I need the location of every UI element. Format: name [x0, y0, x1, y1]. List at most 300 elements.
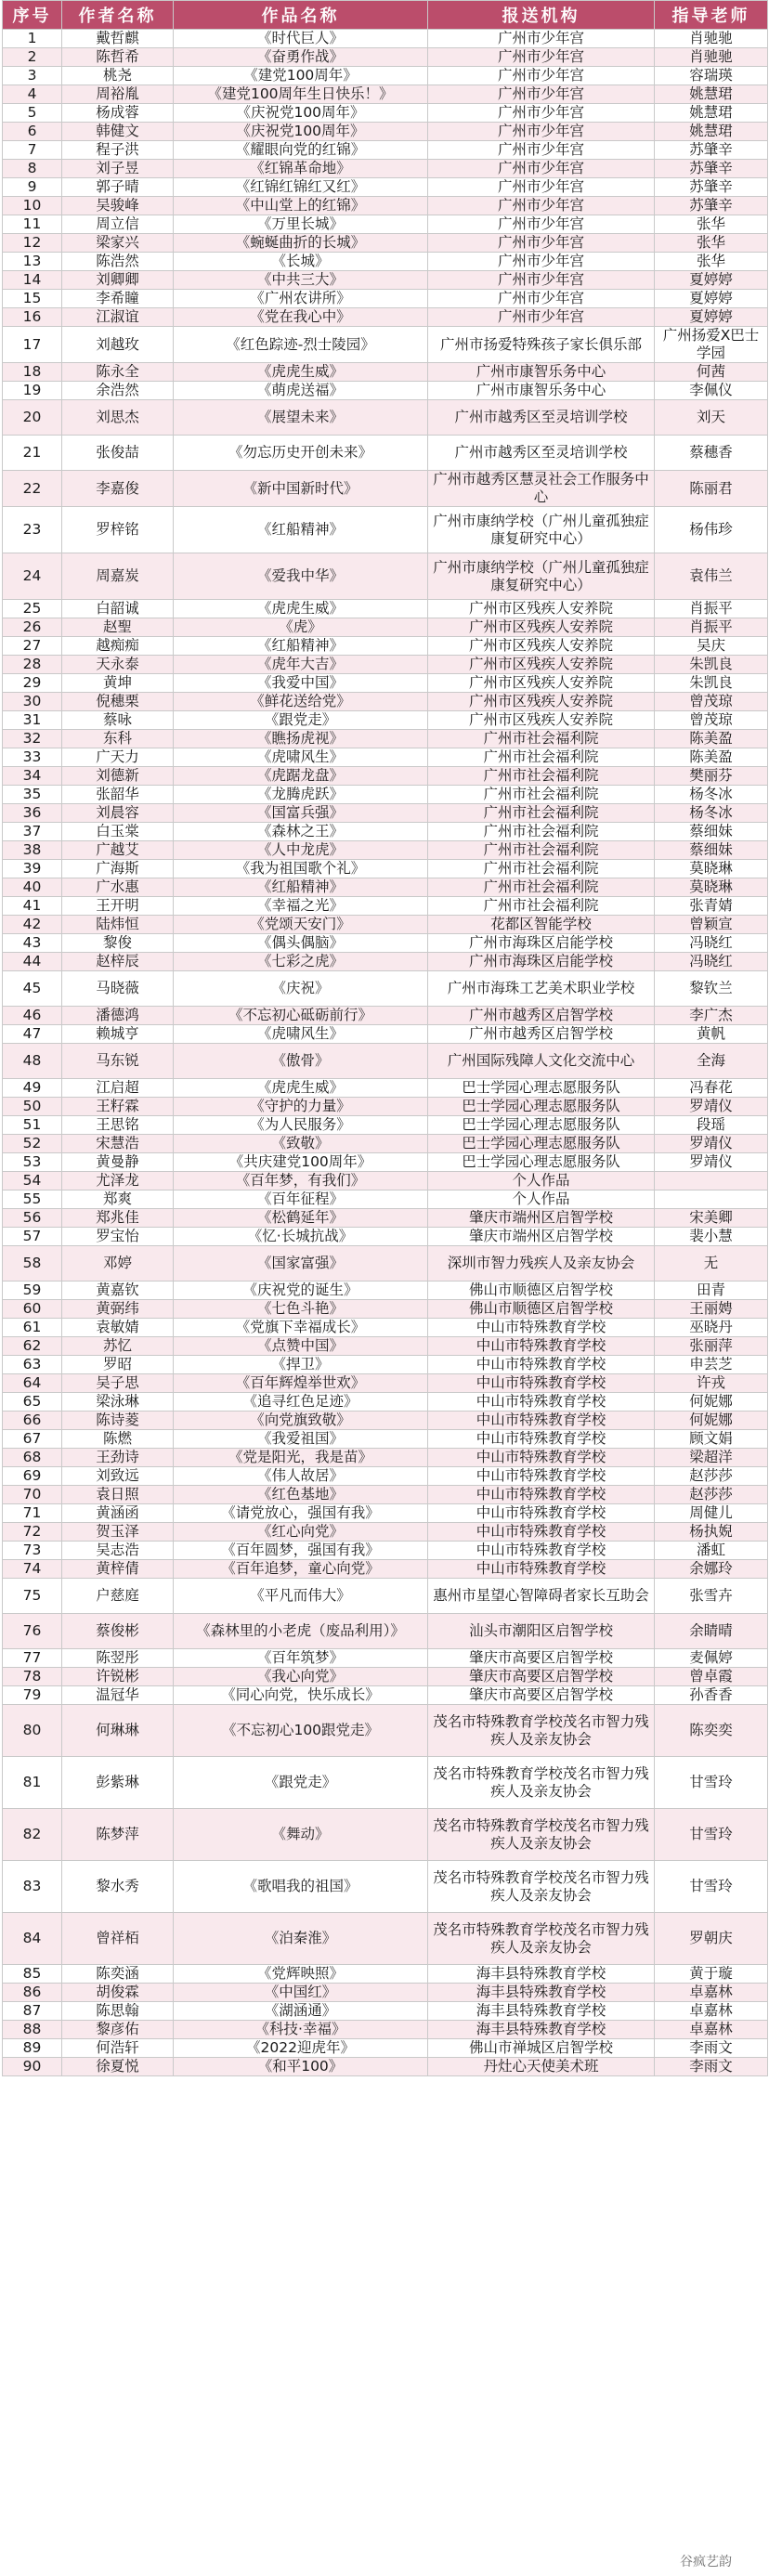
row-institution: 广州市少年宫: [428, 30, 655, 48]
row-author: 赵梓辰: [62, 953, 174, 971]
row-index: 73: [3, 1542, 62, 1560]
row-author: 周裕胤: [62, 85, 174, 104]
row-institution: 中山市特殊教育学校: [428, 1542, 655, 1560]
row-institution: 广州市社会福利院: [428, 786, 655, 804]
row-teacher: 顾文娟: [655, 1430, 768, 1449]
row-teacher: 张雪卉: [655, 1579, 768, 1614]
row-author: 黄梓倩: [62, 1560, 174, 1579]
row-author: 天永泰: [62, 656, 174, 674]
table-row: [3, 618, 768, 637]
table-row: [3, 916, 768, 934]
row-work: 《党辉映照》: [174, 1965, 428, 1984]
row-institution: 广州市扬爱特殊孩子家长俱乐部: [428, 327, 655, 363]
row-institution: 肇庆市端州区启智学校: [428, 1209, 655, 1228]
row-work: 《中国红》: [174, 1984, 428, 2002]
row-author: 郭子晴: [62, 178, 174, 197]
row-index: 37: [3, 823, 62, 841]
row-index: 12: [3, 234, 62, 253]
row-teacher: 何妮娜: [655, 1393, 768, 1412]
row-teacher: 段瑶: [655, 1116, 768, 1135]
row-author: 黄弼纬: [62, 1300, 174, 1319]
row-institution: 广州市越秀区至灵培训学校: [428, 400, 655, 436]
table-row: [3, 1542, 768, 1560]
row-institution: 佛山市顺德区启智学校: [428, 1300, 655, 1319]
row-work: 《红船精神》: [174, 637, 428, 656]
row-work: 《我心向党》: [174, 1668, 428, 1686]
row-teacher: 陈美盈: [655, 748, 768, 767]
row-work: 《中山堂上的红锦》: [174, 197, 428, 215]
table-row: [3, 1504, 768, 1523]
row-teacher: 申芸芝: [655, 1356, 768, 1374]
row-index: 1: [3, 30, 62, 48]
row-author: 黎水秀: [62, 1861, 174, 1913]
table-row: [3, 1135, 768, 1153]
table-row: [3, 382, 768, 400]
table-container: [2, 0, 767, 2076]
row-work: 《追寻红色足迹》: [174, 1393, 428, 1412]
row-institution: 广州市越秀区启智学校: [428, 1025, 655, 1044]
row-index: 57: [3, 1228, 62, 1246]
table-row: [3, 823, 768, 841]
table-row: [3, 1686, 768, 1705]
table-row: [3, 2058, 768, 2076]
row-author: 宋慧浩: [62, 1135, 174, 1153]
row-teacher: 许戎: [655, 1374, 768, 1393]
row-work: 《红心向党》: [174, 1523, 428, 1542]
row-institution: 广州市社会福利院: [428, 841, 655, 860]
row-author: 陈燃: [62, 1430, 174, 1449]
row-author: 周嘉炭: [62, 553, 174, 600]
table-row: [3, 656, 768, 674]
table-row: [3, 123, 768, 141]
table-row: [3, 1449, 768, 1467]
row-work: 《龙腾虎跃》: [174, 786, 428, 804]
row-work: 《和平100》: [174, 2058, 428, 2076]
table-row: [3, 1757, 768, 1809]
row-work: 《百年辉煌举世欢》: [174, 1374, 428, 1393]
row-work: 《七彩之虎》: [174, 953, 428, 971]
table-row: [3, 178, 768, 197]
row-author: 陈诗菱: [62, 1412, 174, 1430]
row-work: 《新中国新时代》: [174, 471, 428, 507]
row-author: 徐夏悦: [62, 2058, 174, 2076]
row-work: 《致敬》: [174, 1135, 428, 1153]
row-institution: 海丰县特殊教育学校: [428, 2002, 655, 2021]
table-row: [3, 253, 768, 271]
row-index: 89: [3, 2039, 62, 2058]
row-work: 《党颂天安门》: [174, 916, 428, 934]
header-institution: 报送机构: [428, 1, 655, 30]
row-author: 刘德新: [62, 767, 174, 786]
table-row: [3, 48, 768, 67]
row-author: 蔡俊彬: [62, 1614, 174, 1649]
row-teacher: 张华: [655, 215, 768, 234]
row-institution: 广州国际残障人文化交流中心: [428, 1044, 655, 1079]
row-work: 《虎虎生威》: [174, 600, 428, 618]
table-row: [3, 1116, 768, 1135]
row-index: 25: [3, 600, 62, 618]
row-work: 《红锦红锦红又红》: [174, 178, 428, 197]
table-row: [3, 1560, 768, 1579]
row-index: 23: [3, 507, 62, 553]
row-author: 何浩轩: [62, 2039, 174, 2058]
row-index: 74: [3, 1560, 62, 1579]
row-teacher: 裴小慧: [655, 1228, 768, 1246]
row-work: 《我爱祖国》: [174, 1430, 428, 1449]
row-teacher: 苏肇辛: [655, 141, 768, 160]
row-work: 《向党旗致敬》: [174, 1412, 428, 1430]
table-row: [3, 1393, 768, 1412]
table-row: [3, 271, 768, 290]
row-teacher: 罗靖仪: [655, 1153, 768, 1172]
table-row: [3, 1984, 768, 2002]
row-index: 71: [3, 1504, 62, 1523]
row-institution: 广州市区残疾人安养院: [428, 693, 655, 711]
row-author: 刘卿卿: [62, 271, 174, 290]
row-work: 《红船精神》: [174, 507, 428, 553]
row-index: 66: [3, 1412, 62, 1430]
row-author: 杨成蓉: [62, 104, 174, 123]
table-row: [3, 748, 768, 767]
row-teacher: 罗靖仪: [655, 1135, 768, 1153]
row-author: 郑兆佳: [62, 1209, 174, 1228]
row-author: 赵聖: [62, 618, 174, 637]
row-teacher: 何妮娜: [655, 1412, 768, 1430]
row-author: 吴子思: [62, 1374, 174, 1393]
row-index: 34: [3, 767, 62, 786]
row-institution: 丹灶心天使美术班: [428, 2058, 655, 2076]
row-author: 吴骏峰: [62, 197, 174, 215]
row-institution: 中山市特殊教育学校: [428, 1337, 655, 1356]
row-index: 84: [3, 1913, 62, 1965]
row-work: 《虎踞龙盘》: [174, 767, 428, 786]
row-index: 36: [3, 804, 62, 823]
row-work: 《捍卫》: [174, 1356, 428, 1374]
row-institution: 茂名市特殊教育学校茂名市智力残疾人及亲友协会: [428, 1809, 655, 1861]
row-index: 77: [3, 1649, 62, 1668]
row-index: 65: [3, 1393, 62, 1412]
row-work: 《萌虎送福》: [174, 382, 428, 400]
row-author: 黄曼静: [62, 1153, 174, 1172]
row-work: 《森林之王》: [174, 823, 428, 841]
row-institution: 中山市特殊教育学校: [428, 1412, 655, 1430]
row-index: 86: [3, 1984, 62, 2002]
row-teacher: 赵莎莎: [655, 1486, 768, 1504]
row-author: 郑爽: [62, 1190, 174, 1209]
row-author: 王籽霖: [62, 1098, 174, 1116]
table-row: [3, 215, 768, 234]
row-work: 《虎虎生威》: [174, 1079, 428, 1098]
row-author: 戴哲麒: [62, 30, 174, 48]
table-row: [3, 1098, 768, 1116]
row-institution: 茂名市特殊教育学校茂名市智力残疾人及亲友协会: [428, 1705, 655, 1757]
row-institution: 中山市特殊教育学校: [428, 1486, 655, 1504]
row-index: 49: [3, 1079, 62, 1098]
row-institution: 中山市特殊教育学校: [428, 1449, 655, 1467]
row-teacher: 赵莎莎: [655, 1467, 768, 1486]
row-author: 江启超: [62, 1079, 174, 1098]
row-work: 《红色踪迹-烈士陵园》: [174, 327, 428, 363]
table-row: [3, 308, 768, 327]
table-row: [3, 327, 768, 363]
row-institution: 巴士学园心理志愿服务队: [428, 1153, 655, 1172]
row-author: 王劲诗: [62, 1449, 174, 1467]
row-institution: 广州市海珠工艺美术职业学校: [428, 971, 655, 1007]
row-teacher: 陈美盈: [655, 730, 768, 748]
row-work: 《勿忘历史开创未来》: [174, 436, 428, 471]
table-row: [3, 1913, 768, 1965]
header-index: 序号: [3, 1, 62, 30]
row-author: 广天力: [62, 748, 174, 767]
row-work: 《蜿蜒曲折的长城》: [174, 234, 428, 253]
row-author: 温冠华: [62, 1686, 174, 1705]
row-institution: 广州市康纳学校（广州儿童孤独症康复研究中心）: [428, 507, 655, 553]
table-row: [3, 85, 768, 104]
row-teacher: 全海: [655, 1044, 768, 1079]
row-index: 7: [3, 141, 62, 160]
row-teacher: 吴庆: [655, 637, 768, 656]
row-author: 梁泳琳: [62, 1393, 174, 1412]
table-row: [3, 1300, 768, 1319]
row-author: 陈梦萍: [62, 1809, 174, 1861]
row-teacher: 冯晓红: [655, 934, 768, 953]
row-work: 《奋勇作战》: [174, 48, 428, 67]
row-index: 83: [3, 1861, 62, 1913]
row-work: 《偶头偶脑》: [174, 934, 428, 953]
table-row: [3, 471, 768, 507]
row-teacher: 黎钦兰: [655, 971, 768, 1007]
table-row: [3, 600, 768, 618]
table-row: [3, 290, 768, 308]
row-work: 《请党放心，强国有我》: [174, 1504, 428, 1523]
row-institution: 广州市区残疾人安养院: [428, 711, 655, 730]
row-teacher: 杨伟珍: [655, 507, 768, 553]
row-institution: 广州市少年宫: [428, 141, 655, 160]
row-index: 44: [3, 953, 62, 971]
row-index: 53: [3, 1153, 62, 1172]
row-institution: 广州市社会福利院: [428, 823, 655, 841]
row-index: 87: [3, 2002, 62, 2021]
row-teacher: 容瑞瑛: [655, 67, 768, 85]
table-row: [3, 1281, 768, 1300]
row-work: 《庆祝》: [174, 971, 428, 1007]
row-work: 《长城》: [174, 253, 428, 271]
row-teacher: 蔡穗香: [655, 436, 768, 471]
table-row: [3, 953, 768, 971]
row-index: 82: [3, 1809, 62, 1861]
row-index: 29: [3, 674, 62, 693]
row-institution: 广州市区残疾人安养院: [428, 637, 655, 656]
row-teacher: 蔡细妹: [655, 841, 768, 860]
row-teacher: 曾茂琼: [655, 711, 768, 730]
table-row: [3, 1809, 768, 1861]
row-author: 邓婷: [62, 1246, 174, 1281]
row-index: 67: [3, 1430, 62, 1449]
row-teacher: 陈奕奕: [655, 1705, 768, 1757]
row-index: 19: [3, 382, 62, 400]
row-work: 《森林里的小老虎（废品利用）》: [174, 1614, 428, 1649]
row-work: 《万里长城》: [174, 215, 428, 234]
table-row: [3, 1007, 768, 1025]
row-index: 50: [3, 1098, 62, 1116]
table-row: [3, 934, 768, 953]
row-teacher: 苏肇辛: [655, 178, 768, 197]
table-row: [3, 1861, 768, 1913]
row-work: 《红锦革命地》: [174, 160, 428, 178]
row-teacher: 曾颖宣: [655, 916, 768, 934]
row-institution: 广州市社会福利院: [428, 767, 655, 786]
row-institution: 中山市特殊教育学校: [428, 1504, 655, 1523]
row-institution: 中山市特殊教育学校: [428, 1319, 655, 1337]
row-institution: 海丰县特殊教育学校: [428, 2021, 655, 2039]
table-row: [3, 1319, 768, 1337]
table-row: [3, 711, 768, 730]
row-teacher: 周健儿: [655, 1504, 768, 1523]
row-institution: 中山市特殊教育学校: [428, 1393, 655, 1412]
row-teacher: 刘天: [655, 400, 768, 436]
row-work: 《不忘初心100跟党走》: [174, 1705, 428, 1757]
row-work: 《时代巨人》: [174, 30, 428, 48]
row-teacher: 张青婧: [655, 897, 768, 916]
table-row: [3, 1246, 768, 1281]
row-institution: 广州市少年宫: [428, 197, 655, 215]
header-author: 作者名称: [62, 1, 174, 30]
row-institution: 肇庆市高要区启智学校: [428, 1686, 655, 1705]
row-institution: 广州市少年宫: [428, 48, 655, 67]
row-teacher: 蔡细妹: [655, 823, 768, 841]
row-teacher: 杨冬冰: [655, 804, 768, 823]
row-institution: 广州市区残疾人安养院: [428, 600, 655, 618]
table-row: [3, 1668, 768, 1686]
row-work: 《百年追梦，童心向党》: [174, 1560, 428, 1579]
row-index: 70: [3, 1486, 62, 1504]
row-index: 10: [3, 197, 62, 215]
row-index: 43: [3, 934, 62, 953]
table-row: [3, 507, 768, 553]
row-institution: 广州市社会福利院: [428, 878, 655, 897]
row-institution: 佛山市顺德区启智学校: [428, 1281, 655, 1300]
row-teacher: 肖振平: [655, 600, 768, 618]
row-institution: 广州市社会福利院: [428, 860, 655, 878]
row-institution: 广州市少年宫: [428, 67, 655, 85]
row-index: 18: [3, 363, 62, 382]
table-row: [3, 1356, 768, 1374]
row-work: 《泊秦淮》: [174, 1913, 428, 1965]
row-teacher: 潘虹: [655, 1542, 768, 1560]
row-teacher: 宋美卿: [655, 1209, 768, 1228]
row-institution: 广州市少年宫: [428, 178, 655, 197]
row-index: 54: [3, 1172, 62, 1190]
row-institution: 中山市特殊教育学校: [428, 1374, 655, 1393]
row-index: 55: [3, 1190, 62, 1209]
row-teacher: 梁超洋: [655, 1449, 768, 1467]
header-teacher: 指导老师: [655, 1, 768, 30]
row-author: 罗梓铭: [62, 507, 174, 553]
row-author: 倪穗栗: [62, 693, 174, 711]
table-row: [3, 730, 768, 748]
table-body: [3, 30, 768, 2076]
row-author: 苏忆: [62, 1337, 174, 1356]
row-institution: 深圳市智力残疾人及亲友协会: [428, 1246, 655, 1281]
row-work: 《不忘初心砥砺前行》: [174, 1007, 428, 1025]
row-author: 蔡咏: [62, 711, 174, 730]
row-work: 《点赞中国》: [174, 1337, 428, 1356]
row-index: 2: [3, 48, 62, 67]
row-institution: 花都区智能学校: [428, 916, 655, 934]
row-work: 《虎年大吉》: [174, 656, 428, 674]
row-author: 陈翌彤: [62, 1649, 174, 1668]
row-author: 刘越玫: [62, 327, 174, 363]
row-work: 《2022迎虎年》: [174, 2039, 428, 2058]
row-institution: 广州市社会福利院: [428, 748, 655, 767]
row-author: 东科: [62, 730, 174, 748]
row-work: 《建党100周年生日快乐！》: [174, 85, 428, 104]
row-author: 白玉棠: [62, 823, 174, 841]
table-row: [3, 1965, 768, 1984]
row-work: 《百年圆梦，强国有我》: [174, 1542, 428, 1560]
table-row: [3, 1337, 768, 1356]
row-index: 75: [3, 1579, 62, 1614]
row-teacher: 张华: [655, 234, 768, 253]
row-index: 59: [3, 1281, 62, 1300]
row-work: 《百年梦，有我们》: [174, 1172, 428, 1190]
row-work: 《虎啸风生》: [174, 748, 428, 767]
row-index: 6: [3, 123, 62, 141]
row-index: 30: [3, 693, 62, 711]
row-index: 80: [3, 1705, 62, 1757]
row-institution: 茂名市特殊教育学校茂名市智力残疾人及亲友协会: [428, 1913, 655, 1965]
table-header-row: [3, 1, 768, 30]
row-index: 17: [3, 327, 62, 363]
row-author: 刘子昱: [62, 160, 174, 178]
table-row: [3, 1079, 768, 1098]
row-teacher: 卓嘉林: [655, 2021, 768, 2039]
row-index: 27: [3, 637, 62, 656]
table-row: [3, 1705, 768, 1757]
row-work: 《跟党走》: [174, 1757, 428, 1809]
row-index: 40: [3, 878, 62, 897]
row-work: 《中共三大》: [174, 271, 428, 290]
row-index: 88: [3, 2021, 62, 2039]
row-institution: 广州市越秀区至灵培训学校: [428, 436, 655, 471]
row-author: 贺玉泽: [62, 1523, 174, 1542]
row-institution: 广州市区残疾人安养院: [428, 674, 655, 693]
table-row: [3, 363, 768, 382]
row-teacher: 田青: [655, 1281, 768, 1300]
row-institution: 广州市少年宫: [428, 271, 655, 290]
row-institution: 中山市特殊教育学校: [428, 1430, 655, 1449]
row-author: 程子洪: [62, 141, 174, 160]
row-author: 陈哲希: [62, 48, 174, 67]
header-work: 作品名称: [174, 1, 428, 30]
table-row: [3, 1044, 768, 1079]
row-teacher: 黄于璇: [655, 1965, 768, 1984]
row-author: 余浩然: [62, 382, 174, 400]
row-index: 58: [3, 1246, 62, 1281]
row-index: 35: [3, 786, 62, 804]
row-work: 《跟党走》: [174, 711, 428, 730]
row-teacher: 卓嘉林: [655, 2002, 768, 2021]
row-index: 62: [3, 1337, 62, 1356]
row-author: 潘德鸿: [62, 1007, 174, 1025]
row-work: 《虎虎生威》: [174, 363, 428, 382]
row-teacher: 曾卓霞: [655, 1668, 768, 1686]
row-teacher: 何茜: [655, 363, 768, 382]
row-teacher: 夏婷婷: [655, 290, 768, 308]
table-row: [3, 1172, 768, 1190]
row-teacher: 陈丽君: [655, 471, 768, 507]
row-work: 《国家富强》: [174, 1246, 428, 1281]
